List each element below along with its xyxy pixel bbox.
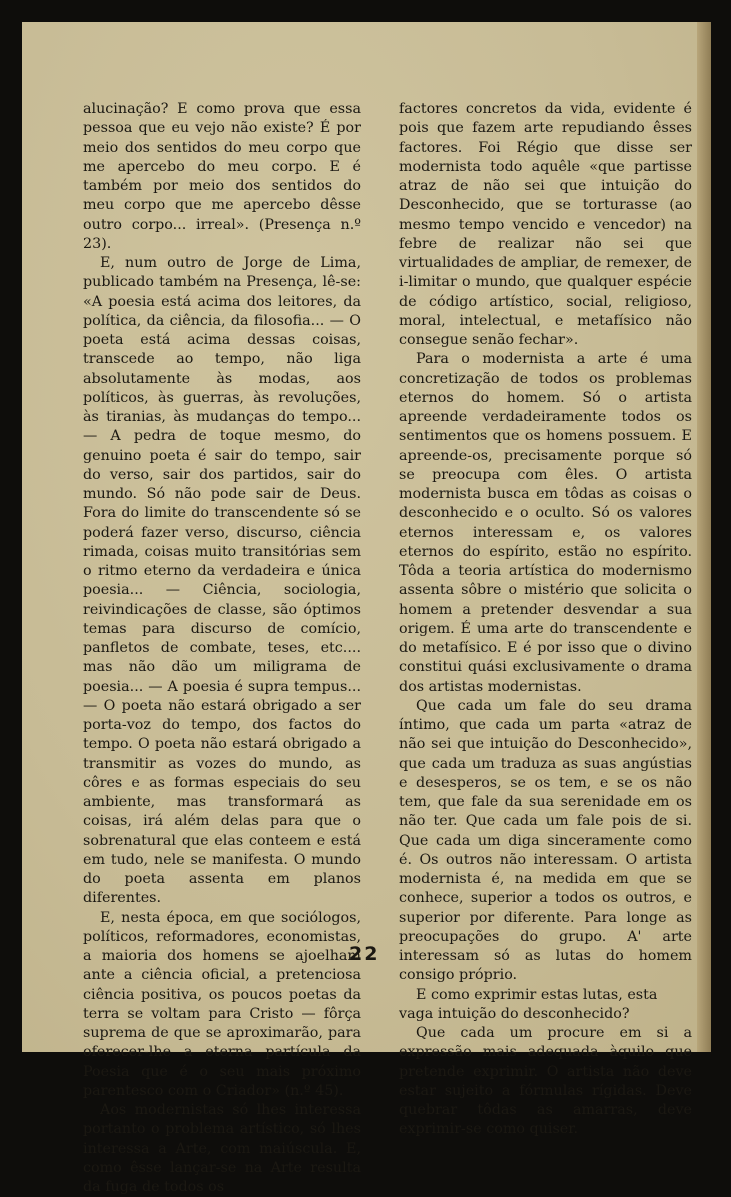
paragraph: Que cada um fale do seu drama íntimo, que cada um parta «atraz de não sei que intuição do Desconhecido», que cada um traduza as suas angústias e desesperos, se os tem, e se os não tem, que fale da sua serenidade em os não ter. Que cada um fale pois de si. Que cada um diga sinceramente como é. Os outros não interessam. O artista modernista é, na medida em que se conhece, superior a todos os outros, e superior por diferente. Para longe as preocupações do grupo. A' arte interessam só as lutas do homem consigo próprio. bbox=[399, 697, 692, 984]
paragraph: E, num outro de Jorge de Lima, publicado também na Presença, lê-se: «A poesia está acima dos leitores, da política, da ciência, da filosofia... — O poeta está acima dessas coisas, transcede ao tempo, não liga absolutamente às modas, aos políticos, às guerras, às revoluções, às tiranias, às mudanças do tempo... — A pedra de toque mesmo, do genuino poeta é sair do tempo, sair do verso, sair dos partidos, sair do mundo. Só não pode sair de Deus. Fora do limite do transcendente só se poderá fazer verso, discurso, ciência rimada, coisas muito transitórias sem o ritmo eterno da verdadeira e única poesia... — Ciência, sociologia, reivindicações de classe, são óptimos temas para discurso de comício, panfletos de combate, teses, etc.... mas não dão um miligrama de poesia... — A poesia é supra tempus... — O poeta não estará obrigado a ser porta-voz do tempo, dos factos do tempo. O poeta não estará obrigado a transmitir as vozes do mundo, as côres e as formas especiais do seu ambiente, mas transformará as coisas, irá além delas para que o sobrenatural que elas conteem e está em tudo, nele se manifesta. O mundo do poeta assenta em planos diferentes. bbox=[83, 255, 361, 907]
page-spine-shadow bbox=[697, 22, 711, 1052]
paragraph: alucinação? E como prova que essa pessoa que eu vejo não existe? É por meio dos sentidos do meu corpo que me apercebo do meu corpo. E é também por meio dos sentidos do meu corpo que me apercebo dêsse outro corpo... irreal». (Presença n.º 23). bbox=[83, 101, 361, 252]
paragraph: E, nesta época, em que sociólogos, políticos, reformadores, economistas, a maioria dos homens se ajoelham ante a ciência oficial, a pretenciosa ciência positiva, os poucos poetas da terra se voltam para Cristo — fôrça suprema de que se aproximarão, para oferecer-lhe a eterna partícula da Poesia que é o seu mais próximo parentesco com o Criador» (n.º 45). bbox=[83, 909, 361, 1099]
paragraph: Que cada um procure em si a expressão mais adequada àquilo que pretende exprimir. O artista não deve estar sujeito a fórmulas rígidas. Deve quebrar tôdas as amarras, deve exprimir-se como quiser. bbox=[399, 1025, 692, 1138]
book-page bbox=[22, 22, 711, 1195]
right-text-column bbox=[399, 100, 692, 1140]
paragraph: factores concretos da vida, evidente é pois que fazem arte repudiando êsses factores. Foi Régio que disse ser modernista todo aquêle «que partisse atraz de não sei que intuição do Desconhecido, que se torturasse (ao mesmo tempo vencido e vencedor) na febre de realizar não sei que virtualidades de ampliar, de remexer, de i-limitar o mundo, que qualquer espécie de código artístico, social, religioso, moral, intelectual, e metafísico não consegue senão fechar». bbox=[399, 101, 692, 348]
paragraph: E como exprimir estas lutas, esta vaga intuição do desconhecido? bbox=[399, 986, 658, 1022]
paragraph: Para o modernista a arte é uma concretização de todos os problemas eternos do homem. Só o artista apreende verdadeiramente todos os sentimentos que os homens possuem. E apreende-os, precisamente porque só se preocupa com êles. O artista modernista busca em tôdas as coisas o desconhecido e o oculto. Só os valores eternos interessam e, os valores eternos do espírito, estão no espírito. Tôda a teoria artística do modernismo assenta sôbre o mistério que solicita o homem a pretender desvendar a sua origem. É uma arte do transcendente e do metafísico. E é por isso que o divino constitui quási exclusivamente o drama dos artistas modernistas. bbox=[399, 351, 692, 695]
page-number: 22 bbox=[349, 943, 380, 965]
left-text-column bbox=[83, 100, 361, 1197]
paragraph: Aos modernistas só lhes interessa portanto o problema artístico, só lhes interessa a Arte, com maiúscula. E, como êsse lançar-se na Arte resulta da fuga de todos os bbox=[83, 1102, 361, 1195]
